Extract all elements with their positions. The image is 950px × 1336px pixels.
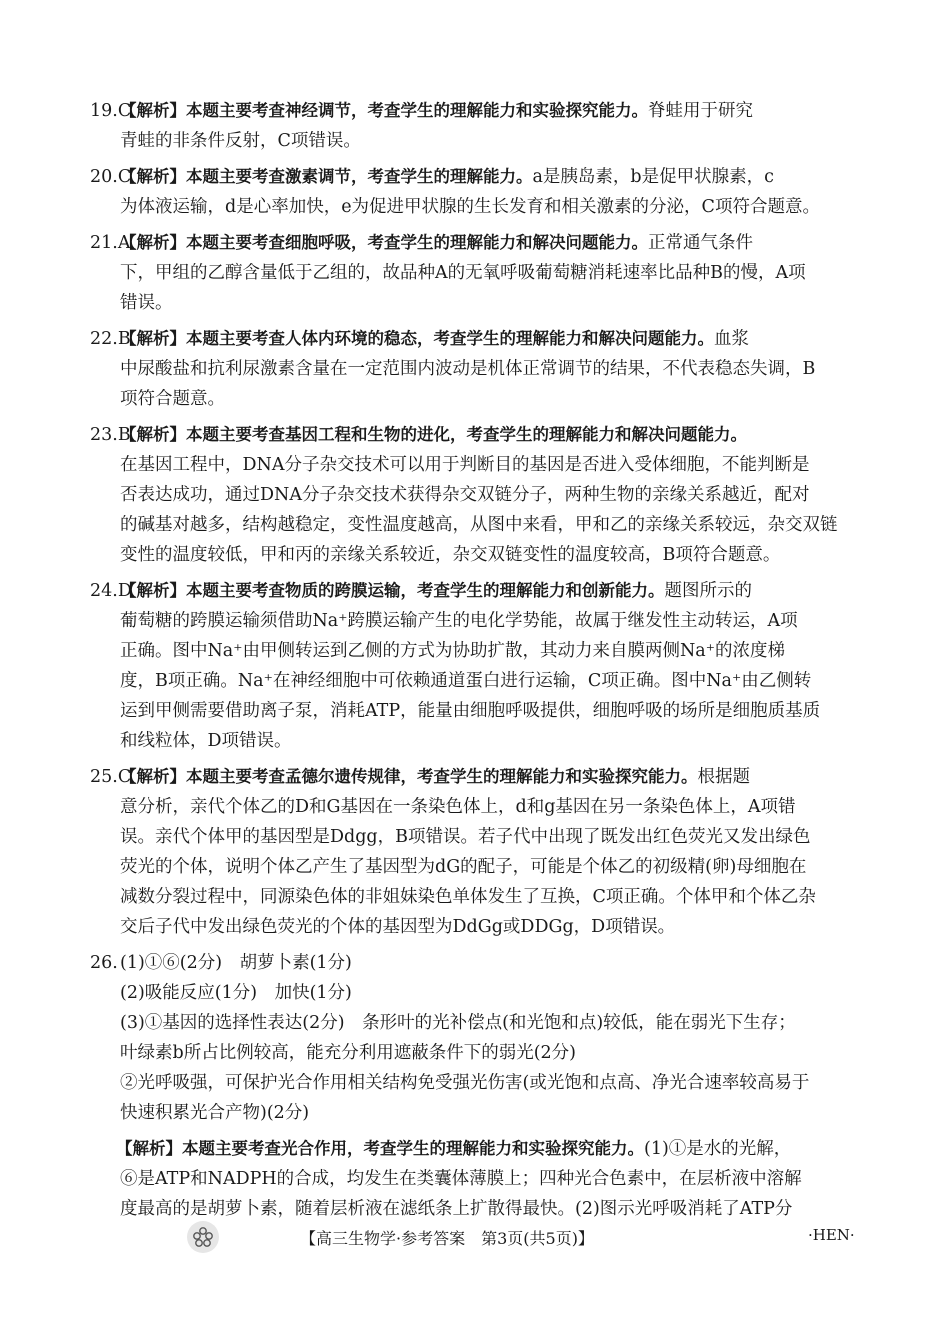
text-line bbox=[90, 636, 862, 666]
text-line bbox=[90, 1164, 862, 1194]
analysis-heading: 【解析】本题主要考查基因工程和生物的进化，考查学生的理解能力和解决问题能力。 bbox=[120, 425, 747, 444]
line-text: 否表达成功，通过DNA分子杂交技术获得杂交双链分子，两种生物的亲缘关系越近，配对 bbox=[120, 485, 810, 505]
line-text: (2)吸能反应(1分) 加快(1分) bbox=[120, 983, 352, 1003]
answer-item bbox=[90, 162, 862, 222]
text-line bbox=[90, 978, 862, 1008]
item-number: 21.A bbox=[90, 233, 131, 253]
text-line bbox=[90, 576, 862, 606]
line-text: 错误。 bbox=[120, 293, 173, 313]
line-text: 在基因工程中，DNA分子杂交技术可以用于判断目的基因是否进入受体细胞，不能判断是 bbox=[120, 455, 810, 475]
line-text: 题图所示的 bbox=[664, 581, 752, 601]
text-line bbox=[90, 540, 862, 570]
text-line bbox=[90, 126, 862, 156]
item-number: 22.B bbox=[90, 329, 131, 349]
line-text: 度，B项正确。Na⁺在神经细胞中可依赖通道蛋白进行运输，C项正确。图中Na⁺由乙侧转 bbox=[120, 671, 812, 691]
line-text: 交后子代中发出绿色荧光的个体的基因型为DdGg或DDGg，D项错误。 bbox=[120, 917, 676, 937]
text-line bbox=[90, 324, 862, 354]
line-text: 的碱基对越多，结构越稳定，变性温度越高，从图中来看，甲和乙的亲缘关系较远，杂交双链 bbox=[120, 515, 838, 535]
analysis-heading: 【解析】本题主要考查神经调节，考查学生的理解能力和实验探究能力。 bbox=[120, 101, 648, 120]
line-text: a是胰岛素，b是促甲状腺素，c bbox=[532, 167, 774, 187]
text-line bbox=[90, 258, 862, 288]
line-text: (1)①是水的光解， bbox=[644, 1139, 792, 1159]
line-text: (3)①基因的选择性表达(2分) 条形叶的光补偿点(和光饱和点)较低，能在弱光下生存； bbox=[120, 1013, 796, 1033]
answer-item bbox=[90, 576, 862, 756]
line-text: 血浆 bbox=[714, 329, 749, 349]
line-text: 正确。图中Na⁺由甲侧转运到乙侧的方式为协助扩散，其动力来自膜两侧Na⁺的浓度梯 bbox=[120, 641, 785, 661]
item-number: 25.C bbox=[90, 767, 132, 787]
analysis-heading: 【解析】本题主要考查激素调节，考查学生的理解能力。 bbox=[120, 167, 533, 186]
item-number: 24.D bbox=[90, 581, 132, 601]
analysis-heading: 【解析】本题主要考查光合作用，考查学生的理解能力和实验探究能力。 bbox=[116, 1139, 644, 1158]
text-line bbox=[90, 726, 862, 756]
text-line bbox=[90, 606, 862, 636]
line-text: 运到甲侧需要借助离子泵，消耗ATP，能量由细胞呼吸提供，细胞呼吸的场所是细胞质基质 bbox=[120, 701, 821, 721]
answer-item bbox=[90, 96, 862, 156]
line-text: 脊蛙用于研究 bbox=[648, 101, 753, 121]
text-line bbox=[90, 510, 862, 540]
text-line bbox=[90, 1098, 862, 1128]
page-footer bbox=[0, 1218, 950, 1258]
line-text: 荧光的个体，说明个体乙产生了基因型为dG的配子，可能是个体乙的初级精(卵)母细胞在 bbox=[120, 857, 807, 877]
flower-molecule-icon bbox=[186, 1220, 220, 1254]
text-line bbox=[90, 792, 862, 822]
line-text: 青蛙的非条件反射，C项错误。 bbox=[120, 131, 361, 151]
analysis-heading: 【解析】本题主要考查孟德尔遗传规律，考查学生的理解能力和实验探究能力。 bbox=[120, 767, 698, 786]
item-number: 19.C bbox=[90, 101, 132, 121]
line-text: 葡萄糖的跨膜运输须借助Na⁺跨膜运输产生的电化学势能，故属于继发性主动转运，A项 bbox=[120, 611, 798, 631]
answer-content bbox=[90, 96, 862, 1224]
text-line bbox=[90, 162, 862, 192]
analysis-heading: 【解析】本题主要考查人体内环境的稳态，考查学生的理解能力和解决问题能力。 bbox=[120, 329, 714, 348]
line-text: 减数分裂过程中，同源染色体的非姐妹染色单体发生了互换，C项正确。个体甲和个体乙杂 bbox=[120, 887, 816, 907]
text-line bbox=[90, 1068, 862, 1098]
line-text: 和线粒体，D项错误。 bbox=[120, 731, 292, 751]
text-line bbox=[90, 1008, 862, 1038]
text-line bbox=[90, 96, 862, 126]
text-line bbox=[90, 762, 862, 792]
item-number: 23.B bbox=[90, 425, 131, 445]
analysis-heading: 【解析】本题主要考查细胞呼吸，考查学生的理解能力和解决问题能力。 bbox=[120, 233, 648, 252]
text-line bbox=[90, 1038, 862, 1068]
line-text: (1)①⑥(2分) 胡萝卜素(1分) bbox=[120, 953, 352, 973]
line-text: ⑥是ATP和NADPH的合成，均发生在类囊体薄膜上；四种光合色素中，在层析液中溶解 bbox=[120, 1169, 802, 1189]
line-text: 中尿酸盐和抗利尿激素含量在一定范围内波动是机体正常调节的结果，不代表稳态失调，B bbox=[120, 359, 816, 379]
text-line bbox=[90, 948, 862, 978]
text-line bbox=[90, 384, 862, 414]
text-line bbox=[90, 228, 862, 258]
answer-item bbox=[90, 228, 862, 318]
line-text: 下，甲组的乙醇含量低于乙组的，故品种A的无氧呼吸葡萄糖消耗速率比品种B的慢，A项 bbox=[120, 263, 806, 283]
item-number: 26. bbox=[90, 953, 118, 973]
footer-page-info: 【高三生物学·参考答案 第3页(共5页)】 bbox=[300, 1229, 594, 1248]
text-line bbox=[90, 420, 862, 450]
answer-item bbox=[90, 420, 862, 570]
line-text: 快速积累光合产物)(2分) bbox=[120, 1103, 310, 1123]
analysis-block bbox=[90, 1134, 862, 1224]
line-text: ②光呼吸强，可保护光合作用相关结构免受强光伤害(或光饱和点高、净光合速率较高易于 bbox=[120, 1073, 810, 1093]
answer-item bbox=[90, 324, 862, 414]
item-number: 20.C bbox=[90, 167, 132, 187]
text-line bbox=[90, 450, 862, 480]
line-text: 为体液运输，d是心率加快，e为促进甲状腺的生长发育和相关激素的分泌，C项符合题意。 bbox=[120, 197, 820, 217]
line-text: 变性的温度较低，甲和丙的亲缘关系较近，杂交双链变性的温度较高，B项符合题意。 bbox=[120, 545, 781, 565]
text-line bbox=[90, 480, 862, 510]
text-line bbox=[90, 666, 862, 696]
text-line bbox=[90, 288, 862, 318]
footer-region-code: ·HEN· bbox=[808, 1226, 855, 1244]
line-text: 意分析，亲代个体乙的D和G基因在一条染色体上，d和g基因在另一条染色体上，A项错 bbox=[120, 797, 796, 817]
line-text: 项符合题意。 bbox=[120, 389, 225, 409]
line-text: 根据题 bbox=[697, 767, 750, 787]
text-line bbox=[90, 354, 862, 384]
analysis-heading: 【解析】本题主要考查物质的跨膜运输，考查学生的理解能力和创新能力。 bbox=[120, 581, 665, 600]
text-line bbox=[90, 912, 862, 942]
answer-item bbox=[90, 762, 862, 942]
text-line bbox=[90, 822, 862, 852]
line-text: 度最高的是胡萝卜素，随着层析液在滤纸条上扩散得最快。(2)图示光呼吸消耗了ATP分 bbox=[120, 1199, 793, 1219]
answer-item bbox=[90, 948, 862, 1128]
line-text: 叶绿素b所占比例较高，能充分利用遮蔽条件下的弱光(2分) bbox=[120, 1043, 576, 1063]
text-line bbox=[90, 696, 862, 726]
text-line bbox=[90, 852, 862, 882]
line-text: 误。亲代个体甲的基因型是Ddgg，B项错误。若子代中出现了既发出红色荧光又发出绿色 bbox=[120, 827, 811, 847]
text-line bbox=[90, 882, 862, 912]
line-text: 正常通气条件 bbox=[648, 233, 753, 253]
text-line bbox=[90, 1134, 862, 1164]
text-line bbox=[90, 192, 862, 222]
